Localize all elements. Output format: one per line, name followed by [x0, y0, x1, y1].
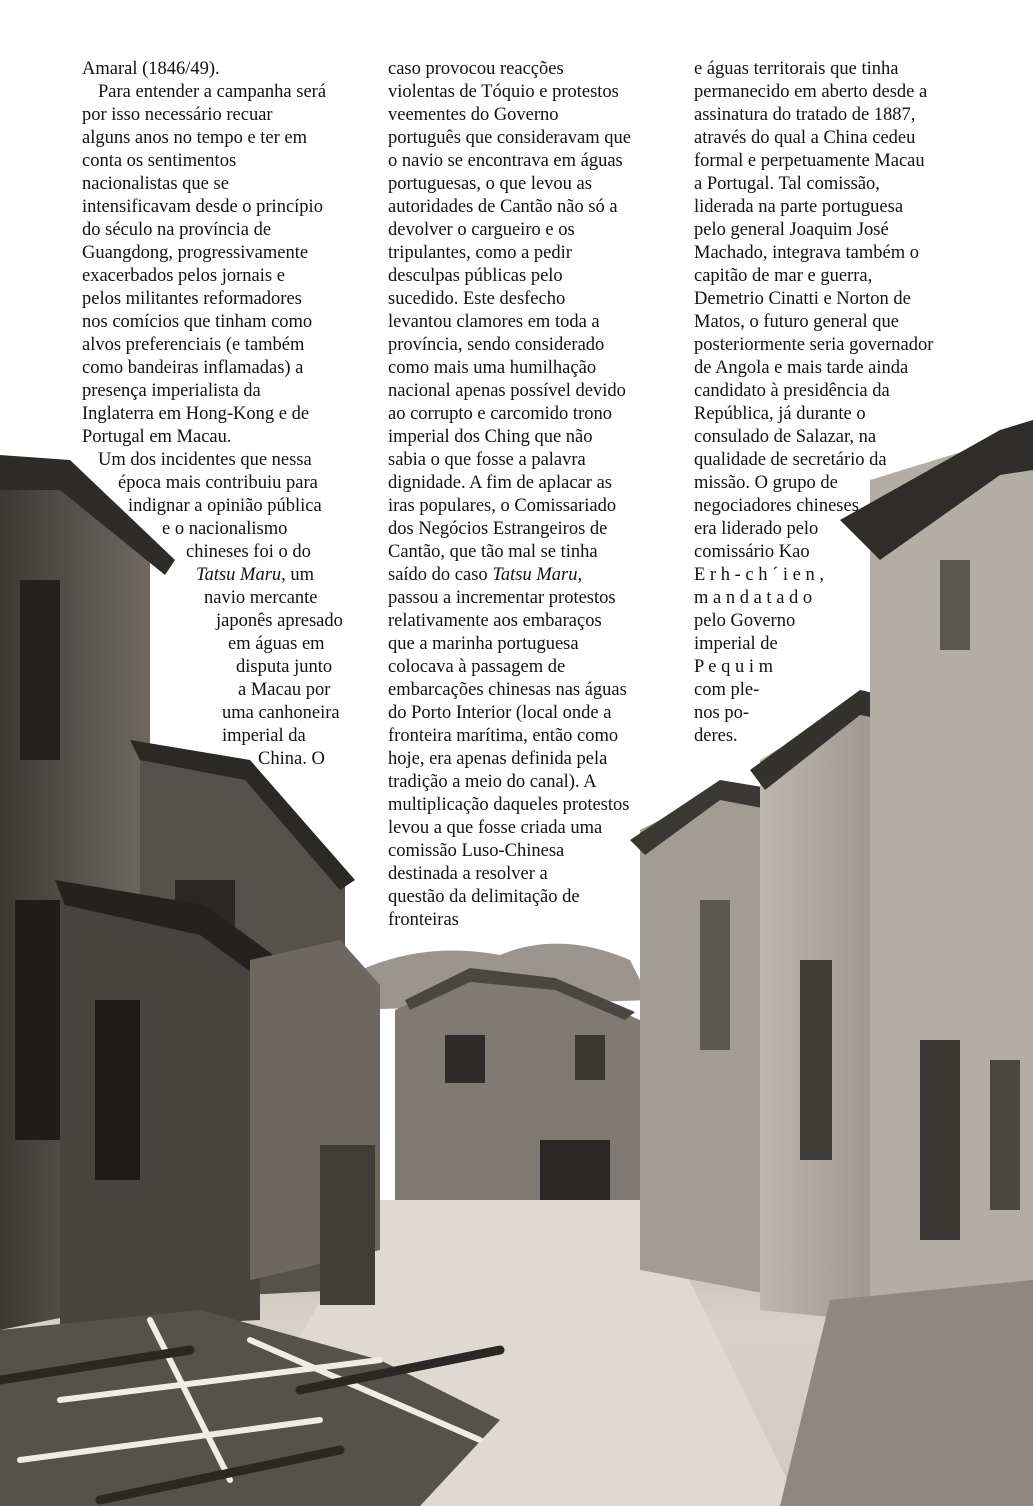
- text-line: Demetrio Cinatti e Norton de: [694, 289, 911, 309]
- text-line: Amaral (1846/49).: [82, 59, 220, 79]
- text-line: do Porto Interior (local onde a: [388, 703, 612, 723]
- text-line: comissão Luso-Chinesa: [388, 841, 565, 861]
- text-line: levantou clamores em toda a: [388, 312, 600, 332]
- text-line: capitão de mar e guerra,: [694, 266, 873, 286]
- text-line: sabia o que fosse a palavra: [388, 450, 586, 470]
- text-line: liderada na parte portuguesa: [694, 197, 904, 217]
- text-line: P e q u i m: [694, 657, 773, 677]
- text-line: Machado, integrava também o: [694, 243, 919, 263]
- text-line: pelos militantes reformadores: [82, 289, 302, 309]
- text-fragment: um: [290, 565, 315, 585]
- text-line: alguns anos no tempo e ter em: [82, 128, 308, 148]
- text-line: candidato à presidência da: [694, 381, 890, 401]
- text-line: exacerbados pelos jornais e: [82, 266, 285, 286]
- text-line: conta os sentimentos: [82, 151, 237, 171]
- text-line: chineses foi o do: [186, 542, 311, 562]
- text-line: consulado de Salazar, na: [694, 427, 877, 447]
- text-line: Guangdong, progressivamente: [82, 243, 309, 263]
- text-line: dignidade. A fim de aplacar as: [388, 473, 612, 493]
- article-column-2: [388, 58, 631, 932]
- text-line: portuguesas, o que levou as: [388, 174, 592, 194]
- text-line: destinada a resolver a: [388, 864, 548, 884]
- text-line: disputa junto: [236, 657, 333, 677]
- text-line: levou a que fosse criada uma: [388, 818, 603, 838]
- text-line: qualidade de secretário da: [694, 450, 887, 470]
- text-line: intensificavam desde o princípio: [82, 197, 323, 217]
- text-fragment: saído do caso: [388, 565, 488, 585]
- text-line: devolver o cargueiro e os: [388, 220, 575, 240]
- text-line: japonês apresado: [216, 611, 343, 631]
- text-line: imperial de: [694, 634, 778, 654]
- text-line: época mais contribuiu para: [118, 473, 318, 493]
- text-line: violentas de Tóquio e protestos: [388, 82, 619, 102]
- text-line: permanecido em aberto desde a: [694, 82, 928, 102]
- text-line: ao corrupto e carcomido trono: [388, 404, 612, 424]
- text-line: tradição a meio do canal). A: [388, 772, 597, 792]
- text-line: China. O: [258, 749, 325, 769]
- text-line: o navio se encontrava em águas: [388, 151, 623, 171]
- text-line: através do qual a China cedeu: [694, 128, 916, 148]
- text-line: e águas territorais que tinha: [694, 59, 899, 79]
- text-line: fronteira marítima, então como: [388, 726, 619, 746]
- text-line: imperial da: [222, 726, 306, 746]
- ship-name: Tatsu Maru,: [196, 565, 286, 585]
- text-line: [388, 564, 631, 587]
- text-line: sucedido. Este desfecho: [388, 289, 566, 309]
- text-line: passou a incrementar protestos: [388, 588, 616, 608]
- text-line: m a n d a t a d o: [694, 588, 813, 608]
- text-line: do século na província de: [82, 220, 272, 240]
- text-line: [82, 564, 343, 587]
- text-line: nos comícios que tinham como: [82, 312, 313, 332]
- text-line: questão da delimitação de: [388, 887, 580, 907]
- text-line: Inglaterra em Hong-Kong e de: [82, 404, 310, 424]
- text-line: colocava à passagem de: [388, 657, 566, 677]
- text-line: Para entender a campanha será: [98, 82, 327, 102]
- text-line: assinatura do tratado de 1887,: [694, 105, 916, 125]
- text-line: missão. O grupo de: [694, 473, 838, 493]
- text-line: a Macau por: [238, 680, 331, 700]
- text-line: Matos, o futuro general que: [694, 312, 899, 332]
- text-line: nacional apenas possível devido: [388, 381, 626, 401]
- text-line: a Portugal. Tal comissão,: [694, 174, 880, 194]
- text-line: República, já durante o: [694, 404, 866, 424]
- text-line: tripulantes, como a pedir: [388, 243, 572, 263]
- text-line: pelo general Joaquim José: [694, 220, 889, 240]
- text-line: E r h - c h ´ i e n ,: [694, 565, 824, 585]
- text-line: embarcações chinesas nas águas: [388, 680, 627, 700]
- text-line: em águas em: [228, 634, 325, 654]
- text-line: alvos preferenciais (e também: [82, 335, 305, 355]
- text-line: desculpas públicas pelo: [388, 266, 563, 286]
- text-line: uma canhoneira: [222, 703, 340, 723]
- text-line: deres.: [694, 726, 738, 746]
- text-line: caso provocou reacções: [388, 59, 564, 79]
- text-line: por isso necessário recuar: [82, 105, 273, 125]
- text-line: multiplicação daqueles protestos: [388, 795, 630, 815]
- text-line: como mais uma humilhação: [388, 358, 597, 378]
- text-line: veementes do Governo: [388, 105, 559, 125]
- text-line: e o nacionalismo: [162, 519, 288, 539]
- text-line: dos Negócios Estrangeiros de: [388, 519, 608, 539]
- text-line: fronteiras: [388, 910, 459, 930]
- text-line: Portugal em Macau.: [82, 427, 232, 447]
- text-line: com ple-: [694, 680, 760, 700]
- text-line: hoje, era apenas definida pela: [388, 749, 608, 769]
- text-line: província, sendo considerado: [388, 335, 605, 355]
- text-line: iras populares, o Comissariado: [388, 496, 617, 516]
- text-line: posteriormente seria governador: [694, 335, 934, 355]
- article-column-3: [694, 58, 933, 748]
- text-line: indignar a opinião pública: [128, 496, 322, 516]
- text-line: negociadores chineses: [694, 496, 859, 516]
- text-line: de Angola e mais tarde ainda: [694, 358, 909, 378]
- text-line: nos po-: [694, 703, 749, 723]
- text-line: navio mercante: [204, 588, 318, 608]
- text-line: relativamente aos embaraços: [388, 611, 602, 631]
- text-line: Cantão, que tão mal se tinha: [388, 542, 598, 562]
- text-line: presença imperialista da: [82, 381, 261, 401]
- text-line: era liderado pelo: [694, 519, 819, 539]
- text-line: que a marinha portuguesa: [388, 634, 579, 654]
- ship-name: Tatsu Maru,: [492, 565, 583, 585]
- text-line: imperial dos Ching que não: [388, 427, 593, 447]
- text-line: Um dos incidentes que nessa: [98, 450, 312, 470]
- text-line: comissário Kao: [694, 542, 810, 562]
- text-line: português que consideravam que: [388, 128, 631, 148]
- text-line: pelo Governo: [694, 611, 796, 631]
- article-column-1: [82, 58, 343, 771]
- text-line: formal e perpetuamente Macau: [694, 151, 925, 171]
- text-line: como bandeiras inflamadas) a: [82, 358, 304, 378]
- text-line: autoridades de Cantão não só a: [388, 197, 618, 217]
- text-line: nacionalistas que se: [82, 174, 229, 194]
